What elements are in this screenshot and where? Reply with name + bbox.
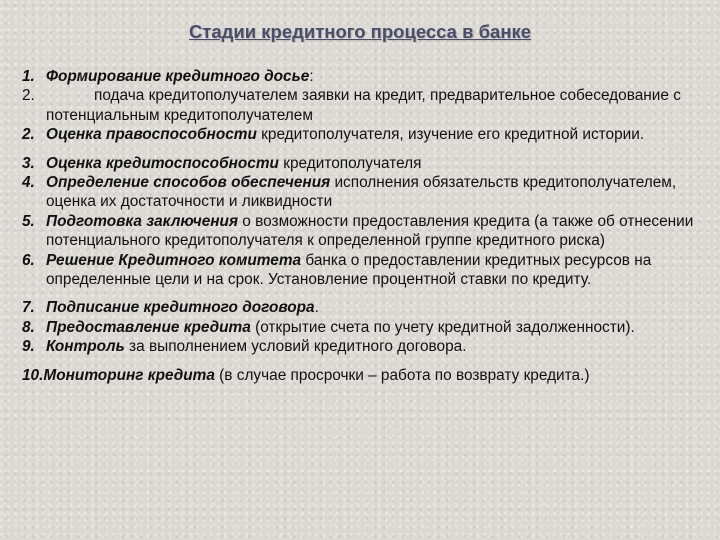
list-item — [22, 366, 712, 385]
list-item — [22, 154, 712, 173]
item-text: банка о предоставлении кредитных ресурсов на определенные цели и на срок. Установление процентной ставки по кредиту. — [46, 251, 652, 289]
item-heading: Решение Кредитного комитета — [46, 251, 302, 269]
item-text: о возможности предоставления кредита (а также об отнесении потенциального кредитополучателя к определенной группе кредитного риска) — [46, 212, 694, 250]
item-number: 6. — [22, 251, 35, 269]
list-item — [22, 212, 712, 251]
list-item — [22, 173, 712, 212]
item-heading: Контроль — [46, 338, 125, 356]
item-number: 1. — [22, 68, 35, 85]
item-text: исполнения обязательств кредитополучателем, оценка их достаточности и ликвидности — [46, 174, 677, 211]
item-text: (в случае просрочки – работа по возврату кредита.) — [214, 366, 590, 384]
item-text: : — [309, 68, 314, 85]
list-item — [22, 125, 712, 144]
item-number: 7. — [22, 299, 35, 317]
item-number: 2. — [22, 126, 35, 144]
item-number: 5. — [22, 212, 35, 230]
item-number: 3. — [22, 154, 35, 172]
item-heading: Мониторинг кредита — [43, 366, 215, 384]
item-heading: Определение способов обеспечения — [46, 174, 331, 192]
page-title: Стадии кредитного процесса в банке — [188, 21, 532, 42]
item-heading: Формирование кредитного досье — [46, 68, 310, 85]
item-text: подача кредитополучателем заявки на кредит, предварительное собеседование с потенциальным кредитополучателем — [46, 87, 681, 124]
list-item — [22, 298, 712, 317]
item-text: за выполнением условий кредитного договора. — [124, 338, 467, 356]
stages-list — [22, 67, 712, 385]
item-heading: Оценка кредитоспособности — [46, 154, 279, 172]
item-number: 8. — [22, 318, 35, 336]
item-heading: Оценка правоспособности — [46, 126, 257, 144]
item-number: 9. — [22, 338, 35, 356]
item-heading: Подписание кредитного договора — [46, 299, 315, 317]
item-heading: Подготовка заключения — [46, 212, 239, 230]
item-heading: Предоставление кредита — [46, 318, 251, 336]
list-item — [22, 67, 712, 86]
item-number: 4. — [22, 174, 35, 192]
item-text: кредитополучателя — [278, 154, 422, 172]
item-text: кредитополучателя, изучение его кредитной истории. — [256, 126, 645, 144]
list-item — [22, 318, 712, 337]
item-text: (открытие счета по учету кредитной задолженности). — [250, 318, 635, 336]
item-number: 10. — [22, 366, 44, 384]
list-item — [22, 86, 712, 125]
item-text: . — [314, 299, 319, 317]
list-item — [22, 337, 712, 356]
list-item — [22, 251, 712, 290]
item-number: 2. — [22, 87, 35, 105]
